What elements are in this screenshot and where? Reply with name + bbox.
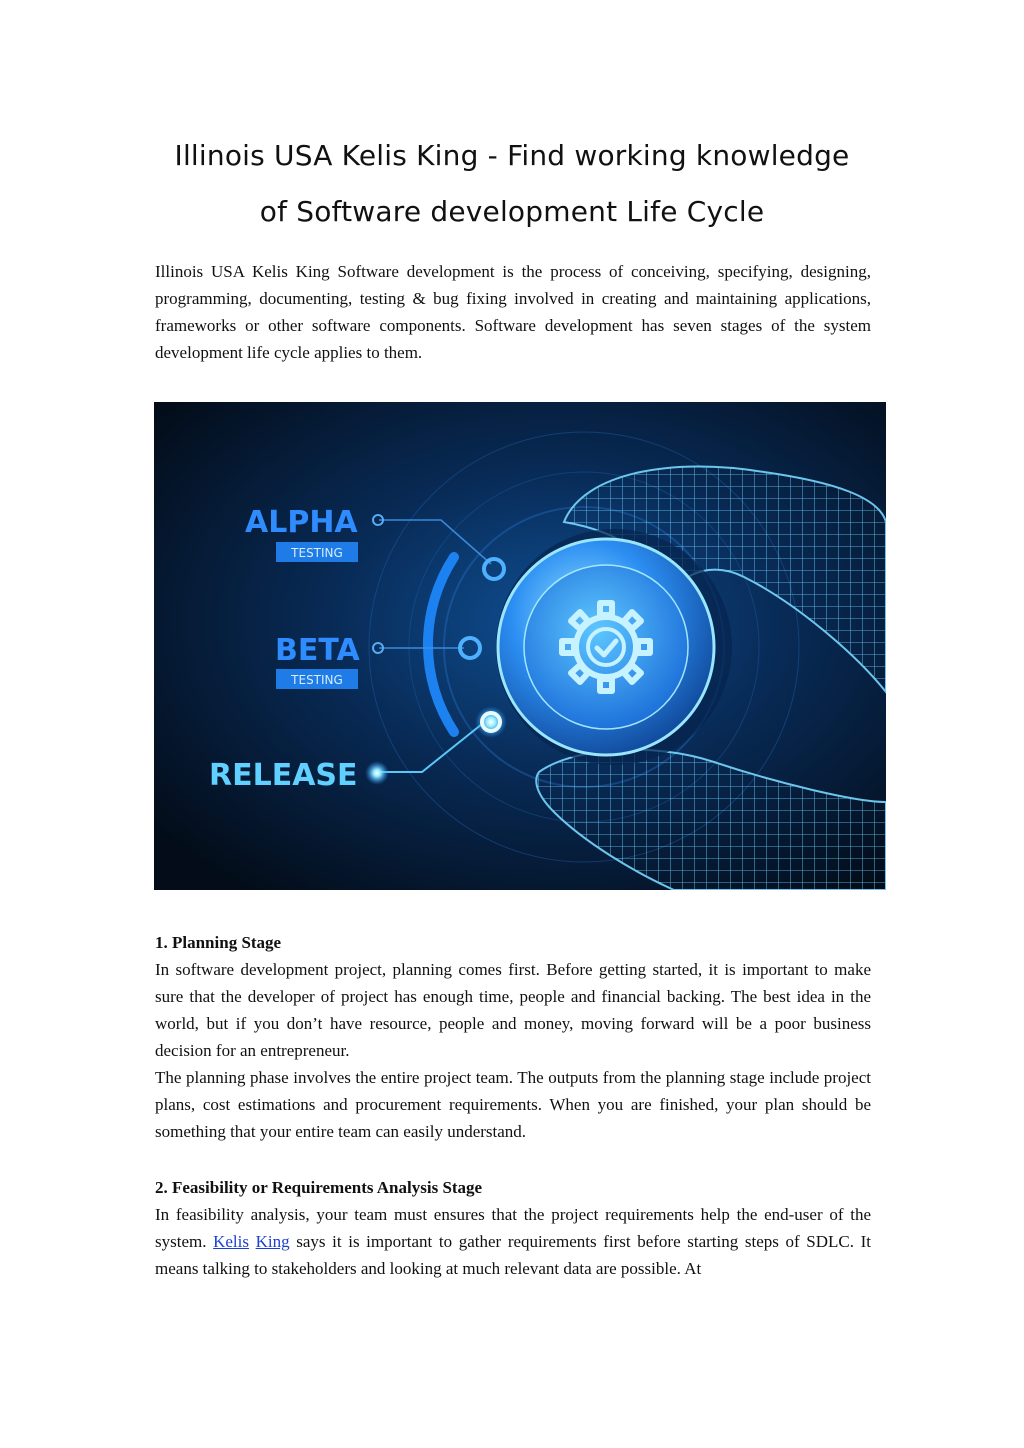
title-line-2: of Software development Life Cycle (259, 195, 765, 228)
release-dot (365, 761, 389, 785)
section-paragraph (155, 1201, 871, 1282)
kelis-link[interactable]: Kelis (213, 1232, 249, 1251)
section-heading: 1. Planning Stage (155, 933, 282, 952)
beta-sub-label: TESTING (291, 673, 343, 687)
alpha-sub-label: TESTING (291, 546, 343, 560)
release-selector-glow (475, 706, 507, 738)
paragraph-text-start: In feasibility analysis, your team must ensures that the project requirements help the end-user of the system. (155, 1205, 871, 1251)
section-heading: 2. Feasibility or Requirements Analysis Stage (155, 1178, 483, 1197)
king-link[interactable]: King (255, 1232, 290, 1251)
title-line-1: Illinois USA Kelis King - Find working knowledge (174, 139, 850, 172)
intro-paragraph: Illinois USA Kelis King Software development is the process of conceiving, specifying, designing, programming, documenting, testing & bug fixing involved in creating and maintaining applications, frameworks or other software components. Software development has seven stages of the system development life cycle applies to them. (155, 262, 871, 362)
hero-image (154, 402, 886, 890)
paragraph-text-end: says it is important to gather requirements first before starting steps of SDLC. It means talking to stakeholders and looking at much relevant data are possible. At (155, 1232, 871, 1278)
section-paragraph: The planning phase involves the entire project team. The outputs from the planning stage include project plans, cost estimations and procurement requirements. When you are finished, your plan should be something that your entire team can easily understand. (155, 1068, 871, 1141)
section-feasibility (155, 1174, 871, 1282)
section-planning (155, 929, 871, 1145)
alpha-label: ALPHA (245, 505, 358, 540)
sdlc-illustration (154, 402, 886, 890)
section-paragraph: In software development project, planning comes first. Before getting started, it is important to make sure that the developer of project has enough time, people and financial backing. The best idea in the world, but if you don’t have resource, people and money, moving forward will be a poor business decision for an entrepreneur. (155, 960, 871, 1060)
beta-label: BETA (275, 633, 360, 668)
release-label: RELEASE (209, 758, 358, 793)
page-title (120, 128, 904, 240)
